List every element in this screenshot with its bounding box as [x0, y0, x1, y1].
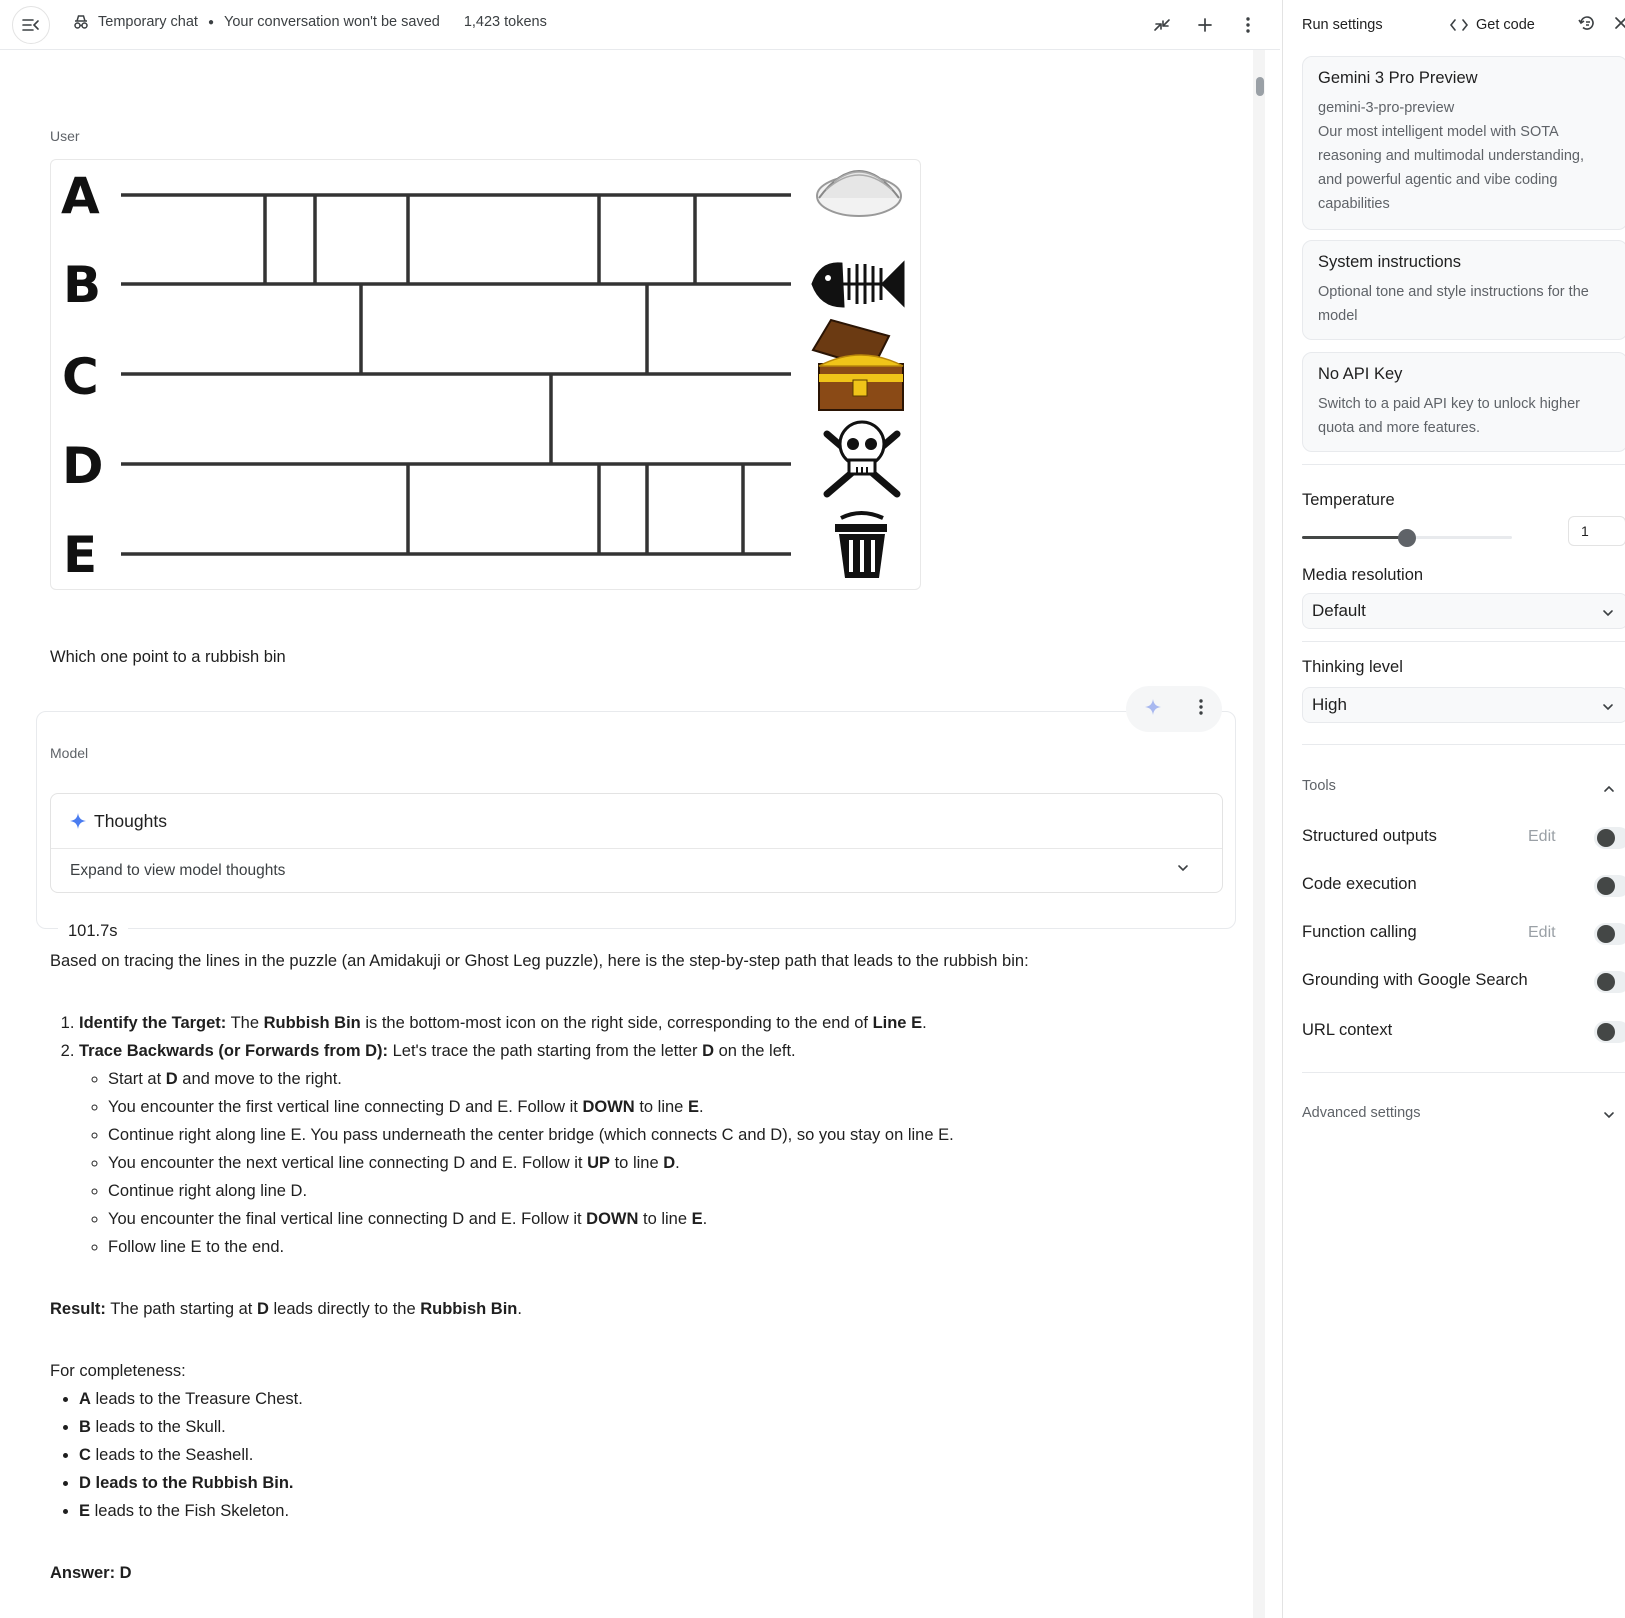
system-instructions-desc: Optional tone and style instructions for the model [1318, 284, 1589, 324]
seashell-icon [817, 171, 901, 216]
mapping-text: leads to the Seashell. [90, 1446, 254, 1464]
step-item [79, 1009, 1230, 1037]
url-context-toggle[interactable] [1594, 1021, 1625, 1043]
model-selector-card[interactable] [1302, 56, 1625, 230]
substep-bold: DOWN [582, 1098, 635, 1116]
tool-name: Grounding with Google Search [1302, 971, 1528, 989]
separator-dot: ● [207, 16, 214, 28]
top-actions [1136, 8, 1265, 42]
puzzle-image [50, 159, 921, 590]
result-text: leads directly to the [268, 1300, 421, 1318]
substep-text: Continue right along line D. [108, 1182, 308, 1200]
thinking-level-label: Thinking level [1302, 658, 1403, 676]
new-chat-button[interactable] [1188, 8, 1222, 42]
settings-title: Run settings [1302, 17, 1383, 33]
system-instructions-card[interactable] [1302, 240, 1625, 340]
structured-outputs-toggle[interactable] [1594, 827, 1625, 849]
tool-url-context [1302, 1021, 1625, 1045]
divider [1302, 464, 1625, 465]
substep-item [108, 1177, 1230, 1205]
reset-settings-button[interactable] [1578, 14, 1596, 36]
step-bold: Rubbish Bin [263, 1014, 361, 1032]
mapping-bold: A [79, 1390, 91, 1408]
puzzle-letter-c: C [62, 348, 99, 406]
chevron-down-icon [1176, 861, 1190, 875]
substep-text: . [702, 1210, 708, 1228]
step-heading: Identify the Target: [79, 1014, 227, 1032]
step-text: Let's trace the path starting from the letter [388, 1042, 703, 1060]
sparkle-icon [70, 813, 86, 829]
mapping-text: leads to the Treasure Chest. [90, 1390, 303, 1408]
step-heading: Trace Backwards (or Forwards from D): [79, 1042, 389, 1060]
substep-item [108, 1233, 1230, 1261]
mapping-bold: D leads to the Rubbish Bin. [79, 1474, 294, 1492]
compare-button[interactable] [1145, 8, 1179, 42]
api-key-title: No API Key [1318, 365, 1403, 383]
substep-text: Continue right along line E. You pass underneath the center bridge (which connects C and D), so you stay on line E. [108, 1126, 954, 1144]
run-settings-panel [1282, 0, 1625, 1618]
tool-name: Function calling [1302, 923, 1417, 941]
slider-fill [1302, 536, 1407, 539]
chevron-down-icon [1602, 1108, 1616, 1122]
puzzle-letter-e: E [63, 526, 98, 584]
step-text: is the bottom-most icon on the right side, corresponding to the end of [360, 1014, 873, 1032]
substep-bold: E [691, 1210, 703, 1228]
message-actions [1126, 686, 1222, 732]
mapping-item [79, 1413, 1230, 1441]
more-vert-icon [1198, 698, 1204, 716]
mapping-item [79, 1497, 1230, 1525]
puzzle-letter-d: D [62, 437, 104, 495]
result-bold: D [256, 1300, 269, 1318]
steps-list [50, 1009, 1230, 1261]
step-text: on the left. [714, 1042, 796, 1060]
temperature-input[interactable]: 1 [1568, 516, 1625, 546]
incognito-icon [72, 14, 90, 30]
substep-text: to line [638, 1210, 692, 1228]
advanced-settings-toggle[interactable] [1302, 1105, 1625, 1121]
substep-bold: DOWN [586, 1210, 639, 1228]
treasure-chest-icon [813, 320, 903, 410]
mapping-bold: E [79, 1502, 91, 1520]
puzzle-letter-b: B [63, 256, 102, 314]
code-execution-toggle[interactable] [1594, 875, 1625, 897]
substep-text: You encounter the final vertical line connecting D and E. Follow it [108, 1210, 587, 1228]
model-description: Our most intelligent model with SOTA reasoning and multimodal understanding, and powerful agentic and vibe coding capabilities [1318, 124, 1585, 212]
divider [1302, 641, 1625, 642]
tools-section-toggle[interactable] [1302, 778, 1625, 794]
substep-text: Follow line E to the end. [108, 1238, 285, 1256]
skull-icon [827, 422, 897, 494]
substep-text: Start at [108, 1070, 166, 1088]
plus-icon [1196, 16, 1214, 34]
function-calling-edit-link[interactable]: Edit [1528, 924, 1556, 941]
temperature-slider[interactable] [1302, 528, 1512, 548]
expand-thoughts-toggle[interactable] [51, 849, 1222, 893]
step-bold: D [702, 1042, 714, 1060]
substep-item [108, 1121, 1230, 1149]
mapping-bold: B [79, 1418, 91, 1436]
rerun-button[interactable] [1145, 699, 1161, 720]
divider [1302, 744, 1625, 745]
substep-text: to line [634, 1098, 688, 1116]
mapping-item [79, 1469, 1230, 1497]
substep-text: . [675, 1154, 680, 1172]
result-text: The path starting at [105, 1300, 257, 1318]
chevron-up-icon [1602, 782, 1616, 796]
substep-bold: D [663, 1154, 676, 1172]
response-intro: Based on tracing the lines in the puzzle (an Amidakuji or Ghost Leg puzzle), here is the step-by-step path that leads to the rubbish bin: [50, 952, 1029, 970]
sparkle-icon [1145, 699, 1161, 715]
mapping-list [50, 1385, 1230, 1525]
result-bold: Rubbish Bin [420, 1300, 518, 1318]
result-text: . [517, 1300, 522, 1318]
final-answer-text: Answer: D [50, 1564, 132, 1582]
get-code-button[interactable] [1450, 17, 1535, 33]
code-icon [1450, 19, 1468, 31]
model-name: Gemini 3 Pro Preview [1318, 69, 1478, 87]
puzzle-lines [121, 195, 791, 554]
thoughts-title: Thoughts [94, 810, 167, 831]
substep-bold: UP [587, 1154, 611, 1172]
step-bold: Line E [872, 1014, 923, 1032]
get-code-label: Get code [1476, 17, 1535, 33]
step-text: The [226, 1014, 264, 1032]
tool-function-calling [1302, 923, 1625, 947]
model-id: gemini-3-pro-preview [1318, 100, 1455, 116]
amidakuji-puzzle [51, 160, 921, 590]
slider-handle[interactable] [1398, 529, 1416, 547]
substep-text: You encounter the next vertical line connecting D and E. Follow it [108, 1154, 588, 1172]
scrollbar-thumb[interactable] [1256, 77, 1264, 96]
temperature-label: Temperature [1302, 491, 1395, 509]
top-bar [0, 0, 1280, 50]
tool-name: Code execution [1302, 875, 1417, 893]
reset-icon [1578, 14, 1596, 32]
media-resolution-select[interactable] [1302, 593, 1625, 629]
api-key-card[interactable] [1302, 352, 1625, 452]
expand-thoughts-label: Expand to view model thoughts [70, 862, 286, 879]
substep-item [108, 1149, 1230, 1177]
mapping-item [79, 1385, 1230, 1413]
token-count: 1,423 tokens [463, 14, 547, 30]
user-message-text: Which one point to a rubbish bin [50, 648, 286, 666]
chat-mode-label: Temporary chat [98, 14, 198, 30]
scrollbar-track[interactable] [1253, 50, 1265, 1618]
user-role-label: User [50, 128, 80, 144]
menu-toggle-button[interactable] [12, 6, 50, 44]
thoughts-header [51, 794, 1222, 849]
substep-bold: D [165, 1070, 178, 1088]
structured-outputs-edit-link[interactable]: Edit [1528, 828, 1556, 845]
media-resolution-label: Media resolution [1302, 566, 1424, 584]
result-line [50, 1295, 1230, 1323]
substep-text: to line [610, 1154, 664, 1172]
model-role-label: Model [50, 745, 89, 761]
more-options-button[interactable] [1231, 8, 1265, 42]
mapping-text: leads to the Fish Skeleton. [90, 1502, 290, 1520]
tool-name: Structured outputs [1302, 827, 1437, 845]
more-vert-icon [1245, 16, 1251, 34]
tool-grounding-search [1302, 971, 1625, 995]
message-options-button[interactable] [1198, 698, 1204, 721]
api-key-desc: Switch to a paid API key to unlock higher quota and more features. [1318, 396, 1580, 436]
settings-header [1302, 10, 1622, 40]
substep-item [108, 1093, 1230, 1121]
substep-text: You encounter the first vertical line connecting D and E. Follow it [108, 1098, 583, 1116]
substep-item [108, 1065, 1230, 1093]
function-calling-toggle[interactable] [1594, 923, 1625, 945]
tool-structured-outputs [1302, 827, 1625, 851]
thoughts-panel [50, 793, 1223, 893]
substep-text: . [698, 1098, 704, 1116]
substep-item [108, 1205, 1230, 1233]
advanced-settings-label: Advanced settings [1302, 1105, 1421, 1121]
thinking-level-select[interactable] [1302, 687, 1625, 723]
substep-text: and move to the right. [177, 1070, 342, 1088]
tool-name: URL context [1302, 1021, 1393, 1039]
tools-label: Tools [1302, 778, 1336, 794]
system-instructions-title: System instructions [1318, 253, 1462, 271]
thinking-time: 101.7s [58, 922, 128, 941]
tool-code-execution [1302, 875, 1625, 899]
puzzle-letter-a: A [61, 167, 100, 225]
final-answer [50, 1559, 1230, 1587]
substeps-list [79, 1065, 1230, 1261]
media-resolution-value: Default [1312, 601, 1366, 620]
result-label: Result: [50, 1300, 106, 1318]
menu-collapse-icon [22, 18, 40, 32]
chevron-down-icon [1601, 606, 1615, 620]
mapping-item [79, 1441, 1230, 1469]
step-text: . [922, 1014, 927, 1032]
substep-bold: E [687, 1098, 699, 1116]
mapping-bold: C [79, 1446, 91, 1464]
fish-skeleton-icon [813, 264, 903, 306]
mapping-text: leads to the Skull. [90, 1418, 226, 1436]
chevron-down-icon [1601, 700, 1615, 714]
close-icon [1614, 16, 1625, 30]
rubbish-bin-icon [835, 513, 887, 578]
close-settings-button[interactable] [1614, 16, 1625, 34]
save-notice: Your conversation won't be saved [223, 14, 440, 30]
compare-arrows-icon [1152, 15, 1172, 35]
step-item [79, 1037, 1230, 1261]
divider [1302, 1072, 1625, 1073]
temporary-chat-indicator [72, 14, 547, 30]
thinking-level-value: High [1312, 695, 1347, 714]
completeness-label: For completeness: [50, 1362, 186, 1380]
grounding-search-toggle[interactable] [1594, 971, 1625, 993]
model-response [50, 947, 1230, 1587]
